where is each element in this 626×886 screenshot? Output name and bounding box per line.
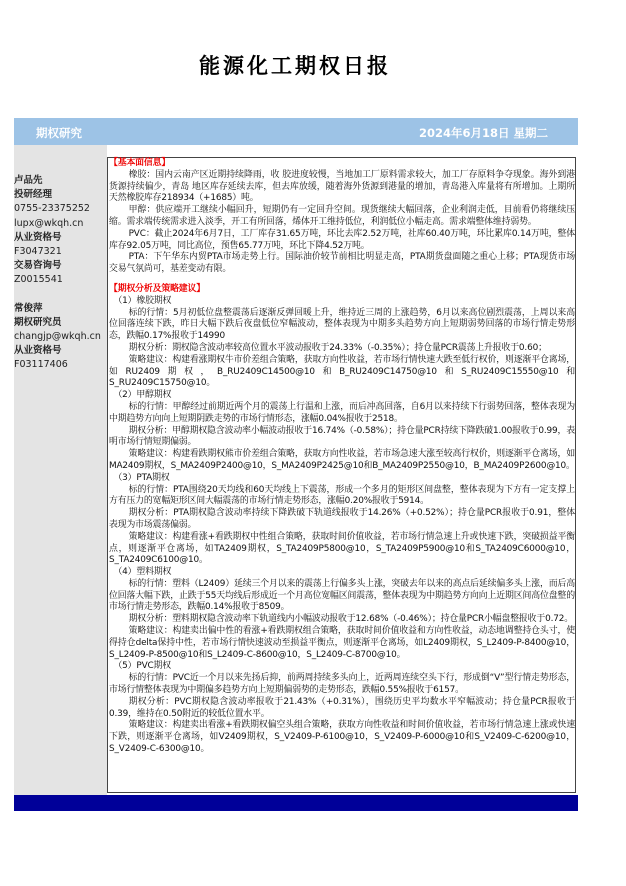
header-bar: [14, 118, 578, 145]
analyst-name: 常俊萍: [14, 302, 43, 314]
report-body: [109, 158, 575, 756]
strategy-paragraph: 期权分析：PVC期权隐含波动率报收于21.43%（+0.31%），围绕历史平均数水平窄幅波动；持仓量PCR报收于0.39，维持在0.50附近的较低位置水平。: [109, 696, 575, 719]
analyst-role: 投研经理: [14, 189, 53, 201]
strategy-item-title: （1）橡胶期权: [113, 295, 172, 306]
analyst-name: 卢品先: [14, 175, 43, 186]
cert-label: 从业资格号: [14, 231, 62, 243]
fundamentals-paragraph: 甲醇：供应端开工继续小幅回升，短期仍有一定回升空间。现货继续大幅回落，企业利润走低，目前看仍将继续压缩。需求端传统需求进入淡季，开工有所回落，烯体开工维持低位，利润低位小幅走高。需求端整体维持弱势。: [109, 205, 575, 227]
strategy-item-title: （3）PTA期权: [113, 472, 170, 483]
cert-number: F3047321: [14, 246, 62, 258]
fundamentals-paragraph: PTA：下午华东内贸PTA市场走势上行。国际油价较节前相比明显走高，PTA期货盘面随之重心上移；PTA现货市场交易气氛尚可，基差变动有限。: [109, 252, 575, 275]
consult-label: 交易咨询号: [14, 260, 62, 272]
strategy-paragraph: 标的行情：PTA围绕20天均线和60天均线上下震荡，形成一个多月的矩形区间盘整，整体表现为下方有一定支撑上方有压力的宽幅矩形区间大幅震荡的市场行情走势形态，涨幅0.20%报收于5914。: [109, 484, 575, 507]
footer-bar: [14, 795, 578, 811]
strategy-paragraph: 期权分析：期权隐含波动率较高位置水平波动报收于24.33%（-0.35%）；持仓量PCR震荡上升报收于0.60；: [128, 342, 547, 353]
fundamentals-paragraph: 橡胶：国内云南产区近期持续降雨，收 胶进度较慢，当地加工厂原料需求较大，加工厂存原料争夺现象。海外到港货源持续偏少，青岛 地区库存延续去库，但去库放缓，随着海外货源到港量的增加，青岛港入库量将有所增加。上期所 天然橡胶库存218934（+1685）吨。: [109, 169, 575, 204]
consult-number: Z0015541: [14, 274, 63, 286]
strategy-item-title: （4）塑料期权: [113, 567, 172, 578]
analyst-contacts: [14, 174, 101, 373]
analyst-email[interactable]: lupx@wkqh.cn: [14, 217, 84, 229]
strategy-paragraph: 标的行情：5月初低位盘整震荡后逐渐反弹回暖上升，维持近三周的上涨趋势，6月以来高位剧烈震荡，上周以来高位回落连续下跌，昨日大幅下跌后夜盘低位窄幅波动，整体表现为中期多头趋势方向上短期弱势回落的市场行情走势形态，跌幅0.17%报收于14990: [109, 307, 575, 342]
strategy-paragraph: 策略建议：构建卖出偏中性的看涨+看跌期权组合策略，获取时间价值收益和方向性收益，动态地调整持仓头寸，使得持仓delta保持中性，若市场行情快速波动至损益平衡点，则逐渐平仓离场，如L2409期权，S_L2409-P-8400@10，S_L2409-P-8500@10和S_L2409-C-8600@10，S_L2409-C-8700@10。: [109, 626, 575, 660]
fundamentals-heading: 【基本面信息】: [109, 158, 171, 168]
report-date: 2024年6月18日 星期二: [418, 126, 548, 140]
strategy-paragraph: 标的行情：甲醇经过前期近两个月的震荡上行温和上涨，而后冲高回落，自6月以来持续下行弱势回落，整体表现为中期趋势方向向上短期阴跌走势的市场行情形态，涨幅0.04%报收于2518。: [109, 401, 575, 424]
analyst-role: 期权研究员: [14, 316, 62, 328]
strategy-paragraph: 策略建议：构建卖出看涨+看跌期权偏空头组合策略，获取方向性收益和时间价值收益，若市场行情急速上涨或快速下跌，则逐渐平仓离场，如V2409期权，S_V2409-P-6100@10，S_V2409-P-6000@10和S_V2409-C-6200@10，S_V2409-C-6300@10。: [109, 720, 575, 755]
analyst-email[interactable]: changjp@wkqh.cn: [14, 331, 101, 343]
section-label: 期权研究: [36, 126, 82, 140]
strategy-heading: 【期权分析及策略建议】: [109, 283, 205, 294]
strategy-items: [109, 296, 575, 756]
strategy-paragraph: 期权分析：塑料期权隐含波动率下轨道线内小幅波动报收于12.68%（-0.46%）；持仓量PCR小幅盘整报收于0.72。: [128, 614, 573, 625]
fundamentals-paragraph: PVC：截止2024年6月7日，工厂库存31.65万吨，环比去库2.52万吨，社库60.40万吨，环比累库0.14万吨，整体库存92.05万吨，同比高位，预售65.77万吨，环比下降4.52万吨。: [109, 228, 575, 251]
strategy-paragraph: 期权分析：PTA期权隐含波动率持续下降跌破下轨道线报收于14.26%（+0.52%）；持仓量PCR报收于0.91，整体表现为市场震荡偏弱。: [109, 508, 575, 530]
strategy-paragraph: 标的行情：塑料（L2409）延续三个月以来的震荡上行偏多头上涨，突破去年以来的高点后延续偏多头上涨，而后高位回落大幅下跌，止跌于55天均线后形成近一个月高位宽幅区间震荡，整体表现为中期趋势方向向上近期区间高位盘整的市场行情走势形态，跌幅0.14%报收于8509。: [109, 578, 575, 613]
strategy-item-title: （2）甲醇期权: [113, 390, 172, 401]
cert-number: F03117406: [14, 359, 68, 371]
strategy-paragraph: 期权分析：甲醇期权隐含波动率小幅波动报收于16.74%（-0.58%）；持仓量PCR持续下降跌破1.00报收于0.99，表明市场行情短期偏弱。: [109, 425, 575, 448]
strategy-paragraph: 策略建议：构建看涨期权牛市价差组合策略，获取方向性收益，若市场行情快速大跌至低行权价，则逐渐平仓离场，如RU2409期权，B_RU2409C14500@10和B_RU2409C14750@10和S_RU2409C15550@10和S_RU2409C15750@10。: [109, 354, 575, 389]
strategy-paragraph: 标的行情：PVC近一个月以来先扬后抑，前两周持续多头向上，近两周连续空头下行，形成倒“V”型行情走势形态，市场行情整体表现为中期偏多趋势方向上短期偏弱势的走势形态，跌幅0.55%报收于6157。: [109, 673, 575, 696]
strategy-item-title: （5）PVC期权: [113, 661, 172, 672]
strategy-paragraph: 策略建议：构建看跌期权熊市价差组合策略，获取方向性收益，若市场急速大涨至较高行权价，则逐渐平仓离场，如MA2409期权，S_MA2409P2400@10，S_MA2409P2425@10和B_MA2409P2550@10，B_MA2409P2600@10。: [109, 449, 575, 471]
strategy-paragraph: 策略建议：构建看涨+看跌期权中性组合策略，获取时间价值收益，若市场行情急速上升或快速下跌，突破损益平衡点，则逐渐平仓离场，如TA2409期权，S_TA2409P5800@10，S_TA2409P5900@10和S_TA2409C6000@10，S_TA2409C6100@10。: [109, 531, 575, 566]
cert-label: 从业资格号: [14, 345, 62, 357]
report-title: 能源化工期权日报: [199, 53, 391, 78]
analyst-phone: 0755-23375252: [14, 203, 90, 215]
